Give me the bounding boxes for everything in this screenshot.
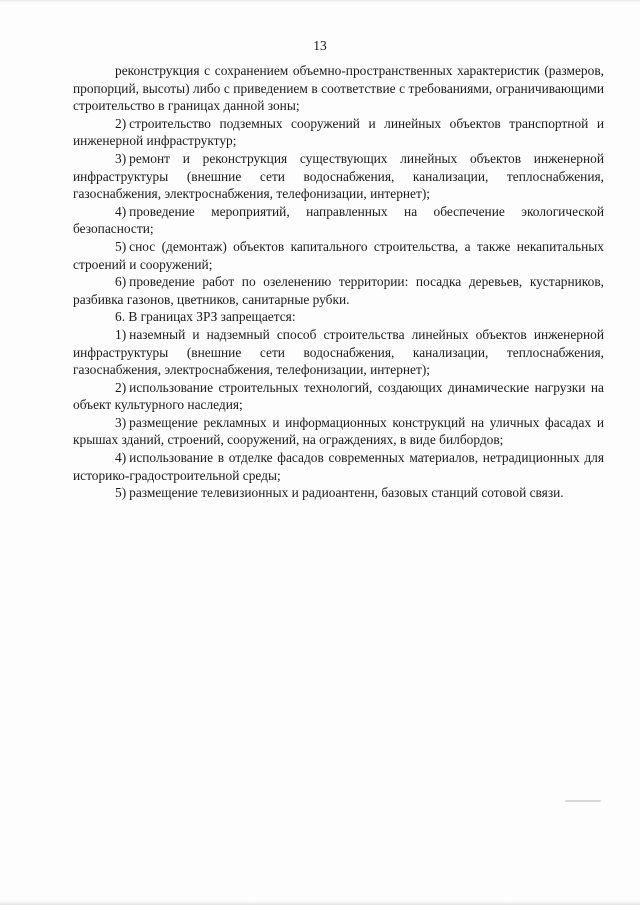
list-item-number: 4) bbox=[115, 203, 127, 219]
list-item-text: проведение мероприятий, направленных на обеспечение экологической безопасности; bbox=[73, 203, 604, 237]
list-item bbox=[73, 484, 604, 502]
list-item-text: размещение телевизионных и радиоантенн, базовых станций сотовой связи. bbox=[129, 485, 564, 501]
list-item bbox=[73, 414, 604, 449]
list-item-number: 5) bbox=[115, 485, 127, 501]
paragraph-continuation bbox=[73, 62, 604, 115]
list-item-number: 3) bbox=[115, 414, 127, 430]
list-item bbox=[73, 449, 604, 484]
list-item-text: наземный и надземный способ строительства линейных объектов инженерной инфраструктуры (внешние сети водоснабжения, канализации, теплоснабжения, газоснабжения, электроснабжения, телефонизации, интернет); bbox=[73, 326, 604, 378]
list-item-text: снос (демонтаж) объектов капитального строительства, а также некапитальных строений и сооружений; bbox=[73, 238, 604, 272]
list-item-text: размещение рекламных и информационных конструкций на уличных фасадах и крышах зданий, строений, сооружений, на ограждениях, в виде билбордов; bbox=[73, 414, 604, 448]
list-item-text: ремонт и реконструкция существующих линейных объектов инженерной инфраструктуры (внешние сети водоснабжения, канализации, теплоснабжения, газоснабжения, электроснабжения, телефонизации, интернет); bbox=[73, 150, 604, 202]
list-item-text: проведение работ по озеленению территории: посадка деревьев, кустарников, разбивка газонов, цветников, санитарные рубки. bbox=[73, 274, 604, 307]
list-item-number: 5) bbox=[115, 238, 127, 254]
list-item-text: использование строительных технологий, создающих динамические нагрузки на объект культурного наследия; bbox=[73, 379, 604, 413]
list-item bbox=[73, 238, 604, 273]
list-item-number: 6) bbox=[115, 274, 127, 290]
list-item-number: 3) bbox=[115, 150, 127, 166]
list-item-number: 4) bbox=[115, 450, 127, 466]
list-item bbox=[73, 379, 604, 414]
list-item-text: использование в отделке фасадов современных материалов, нетрадиционных для историко-градостроительной среды; bbox=[73, 450, 604, 483]
scan-smudge bbox=[565, 800, 601, 802]
list-item bbox=[73, 150, 604, 203]
page-number: 13 bbox=[313, 38, 327, 53]
scan-top-edge bbox=[0, 0, 640, 3]
paragraph-text: реконструкция с сохранением объемно-пространственных характеристик (размеров, пропорций, высоты) либо с приведением в соответствие с требованиями, ограничивающими строительство в границах данной зоны; bbox=[73, 63, 604, 114]
list-item bbox=[73, 115, 604, 150]
list-item-number: 1) bbox=[115, 326, 127, 342]
list-item bbox=[73, 326, 604, 379]
list-item-number: 2) bbox=[115, 115, 127, 131]
document-body bbox=[73, 62, 604, 502]
scan-bottom-edge bbox=[0, 901, 640, 905]
list-item bbox=[73, 203, 604, 238]
list-item-text: строительство подземных сооружений и линейных объектов транспортной и инженерной инфраструктур; bbox=[73, 115, 604, 149]
list-item bbox=[73, 273, 604, 308]
section-heading bbox=[73, 308, 604, 326]
list-item-number: 2) bbox=[115, 379, 127, 395]
section-heading-text: 6. В границах ЗРЗ запрещается: bbox=[115, 309, 296, 325]
